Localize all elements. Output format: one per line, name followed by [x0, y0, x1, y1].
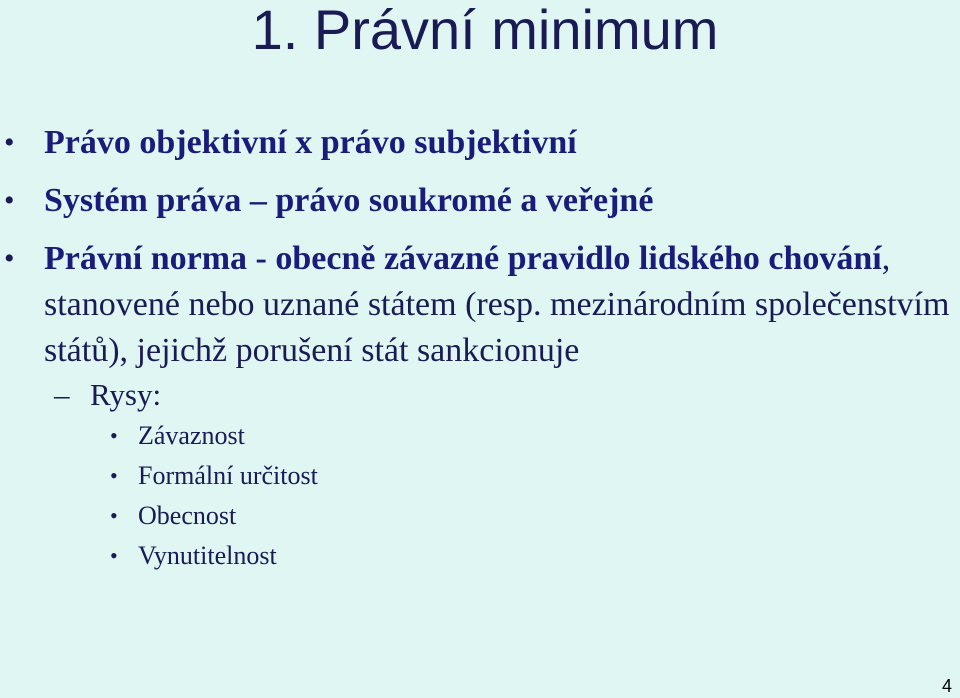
bullet-item [0, 236, 960, 374]
bullet-icon: • [110, 463, 118, 488]
sub-list-item [0, 416, 960, 456]
sub-list-item [0, 496, 960, 536]
sub-list-item [0, 536, 960, 576]
sub-list-item-label: Vynutitelnost [138, 541, 277, 570]
sub-heading [0, 374, 960, 416]
bullet-item [0, 178, 960, 224]
bullet-bold-text: Právo objektivní x právo subjektivní [44, 124, 577, 161]
dash-icon: – [54, 377, 70, 412]
bullet-item [0, 120, 960, 166]
sub-list-item-label: Formální určitost [138, 461, 318, 490]
bullet-icon: • [4, 126, 15, 159]
bullet-icon: • [110, 423, 118, 448]
bullet-bold-text: Právní norma - obecně závazné pravidlo lidského chování [44, 240, 882, 277]
sub-list-item-label: Závaznost [138, 421, 245, 450]
sub-heading-label: Rysy: [90, 377, 162, 412]
slide-content [0, 120, 960, 576]
bullet-bold-text: Systém práva – právo soukromé a veřejné [44, 182, 654, 219]
bullet-icon: • [110, 543, 118, 568]
bullet-icon: • [4, 184, 15, 217]
slide-title: 1. Právní minimum [251, 0, 719, 61]
bullet-icon: • [4, 242, 15, 275]
bullet-rest-text: , stanovené nebo uznané státem (resp. mezinárodním společenstvím států), jejichž porušení stát sankcionuje [44, 240, 950, 369]
bullet-icon: • [110, 503, 118, 528]
page-number: 4 [941, 676, 952, 696]
sub-list-item-label: Obecnost [138, 501, 237, 530]
sub-list-item [0, 456, 960, 496]
